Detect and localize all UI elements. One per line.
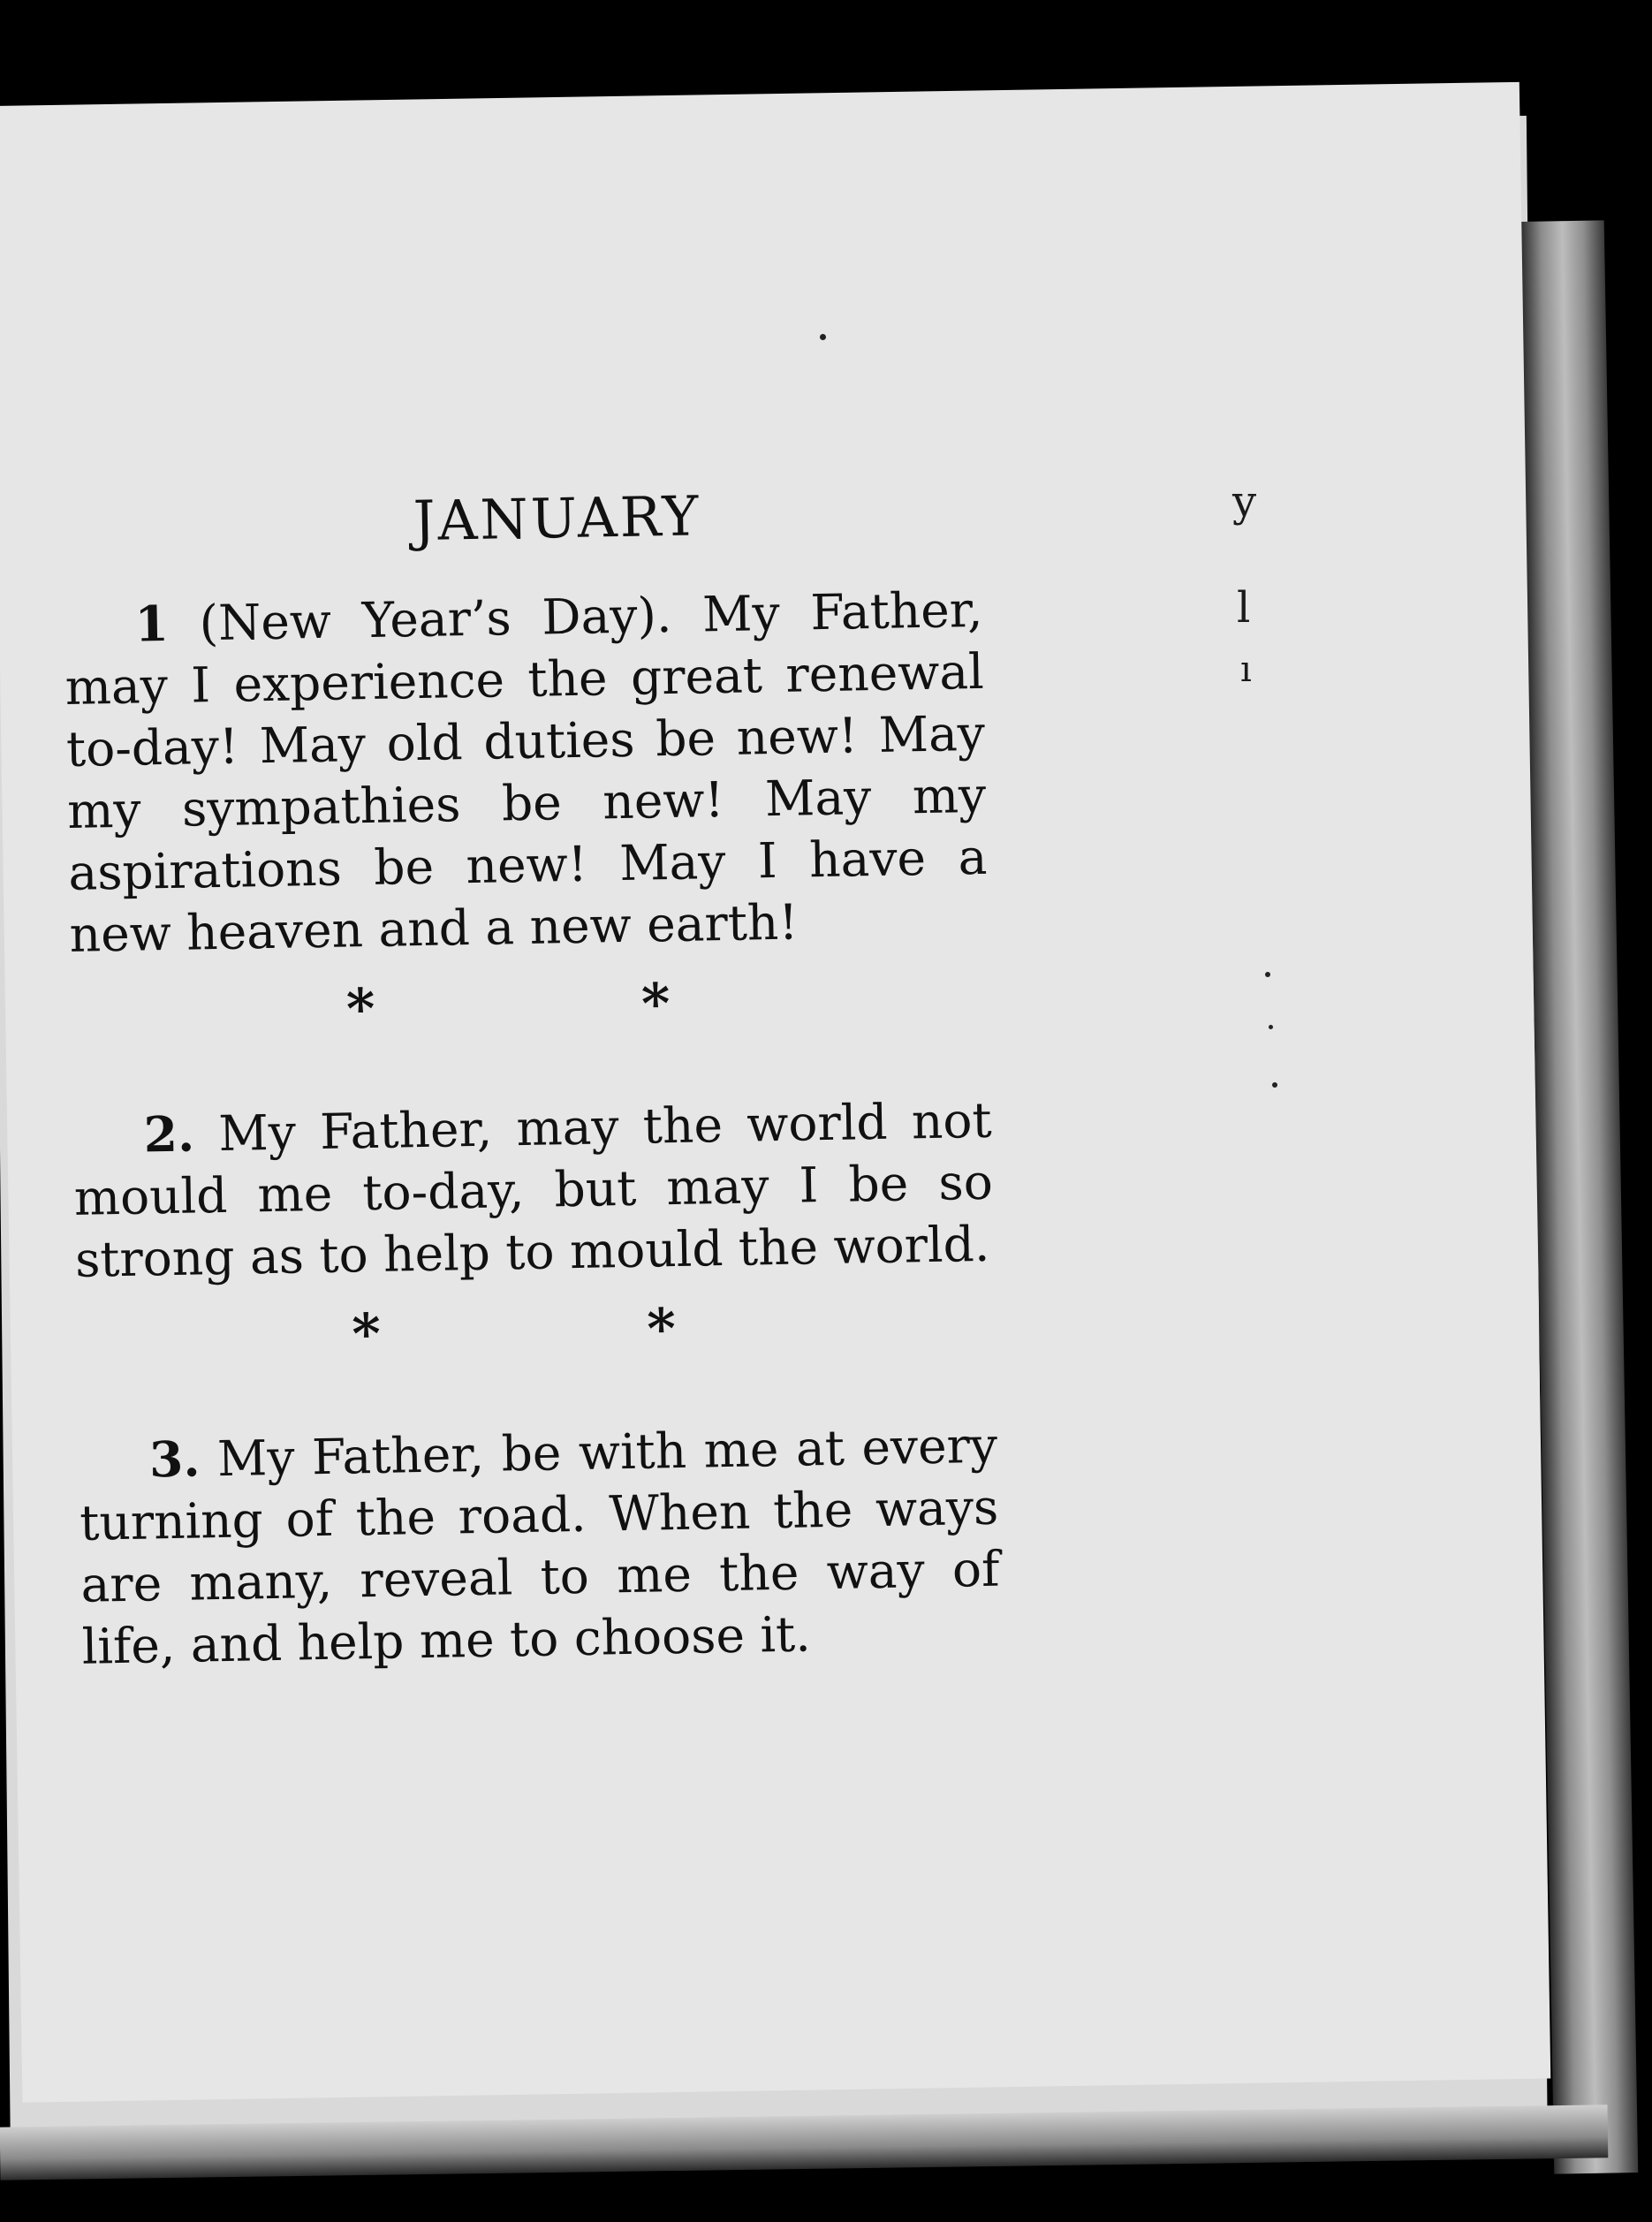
dust-speck [820,334,826,340]
entry-text: My Father, be with me at every turning of the road. When the ways are many, reveal to me the way of life, and help me to choose it. [79,1416,1000,1675]
dust-speck [1269,1025,1273,1029]
entry-number: 3. [148,1430,201,1489]
bleed-through-char: ı [1240,649,1252,690]
devotional-text [62,479,1001,1678]
entry-text: (New Year’s Day). My Father, may I experience the great renewal to-day! May old duties be new! May my sympathies be new! May my aspirations be new! May I have a new heaven and a new earth! [64,580,988,963]
asterisk-separator: * * [351,1293,800,1367]
month-heading: JANUARY [413,483,702,554]
dust-speck [1272,1082,1277,1088]
entry-3 [78,1414,1001,1678]
dust-speck [1265,972,1270,977]
bleed-through-char: y [1232,477,1257,527]
entry-text: My Father, may the world not mould me to-day, but may I be so strong as to help to mould the world. [73,1091,994,1288]
entry-2 [72,1089,995,1291]
entry-1 [64,579,989,966]
asterisk-separator: * * [345,968,794,1042]
entry-number: 1 [133,594,170,653]
bleed-through-char: l [1237,583,1251,633]
entry-number: 2. [143,1104,195,1164]
